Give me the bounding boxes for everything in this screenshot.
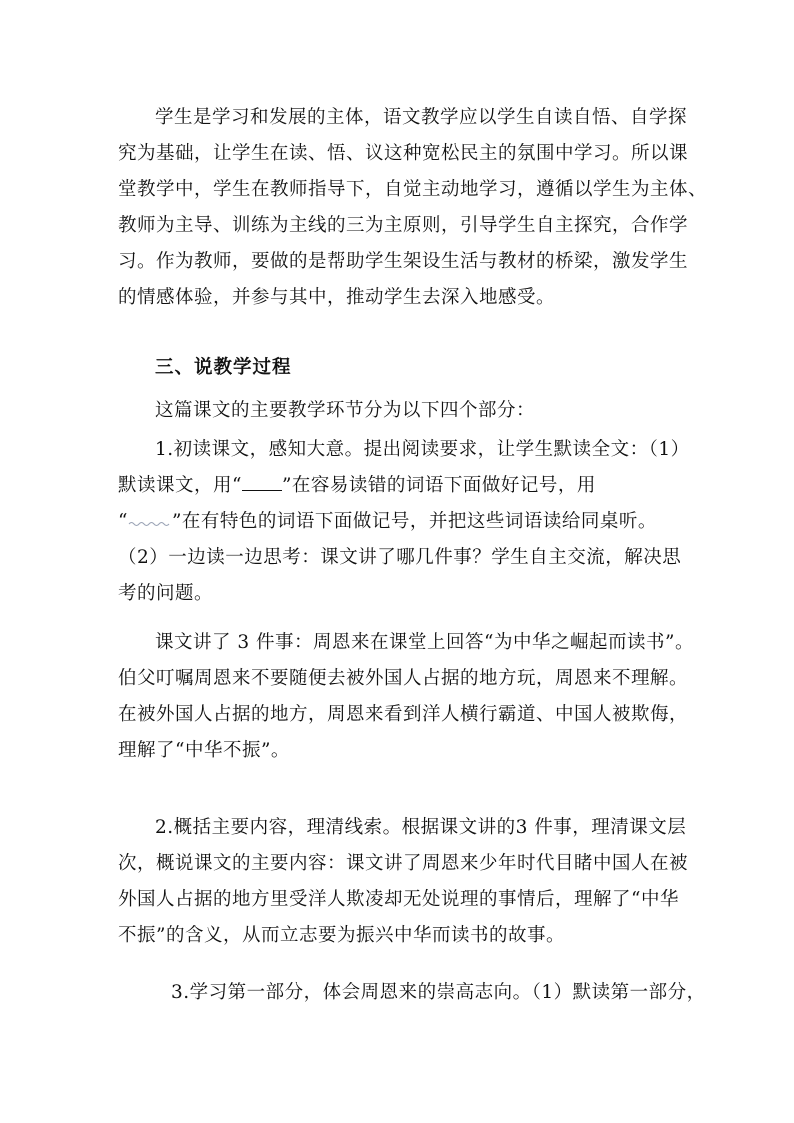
text-line: 这篇课文的主要教学环节分为以下四个部分：: [155, 400, 536, 421]
text-line: 学生是学习和发展的主体，语文教学应以学生自读自悟、自学探: [155, 107, 688, 128]
text-line: 3.学习第一部分，体会周恩来的崇高志向。（1）默读第一部分，: [171, 982, 706, 1003]
text-line: 2.概括主要内容，理清线索。根据课文讲的3 件事，理清课文层: [155, 817, 687, 838]
text-fragment: ”在容易读错的词语下面做好记号，用: [281, 475, 596, 496]
paragraph-three-events: [118, 625, 694, 769]
text-line: [118, 504, 678, 540]
paragraph-teaching-philosophy: [118, 100, 708, 316]
text-line: 外国人占据的地方里受洋人欺凌却无处说理的事情后，理解了“中华: [118, 889, 679, 910]
paragraph-intro: [118, 393, 678, 429]
text-line: 究为基础，让学生在读、悟、议这种宽松民主的氛围中学习。所以课: [118, 143, 689, 164]
text-line: 在被外国人占据的地方，周恩来看到洋人横行霸道、中国人被欺侮，: [118, 704, 689, 725]
text-line: 课文讲了 3 件事：周恩来在课堂上回答“为中华之崛起而读书”。: [155, 632, 694, 653]
text-line: （2）一边读一边思考：课文讲了哪几件事？学生自主交流，解决思: [118, 547, 682, 568]
paragraph-step-2: [118, 810, 689, 954]
paragraph-step-3: [118, 975, 706, 1011]
text-line: 伯父叮嘱周恩来不要随便去被外国人占据的地方玩，周恩来不理解。: [118, 668, 689, 689]
text-fragment: ”在有特色的词语下面做记号，并把这些词语读给同桌听。: [171, 511, 657, 532]
text-line: 理解了“中华不振”。: [118, 740, 290, 761]
text-line: 习。作为教师，要做的是帮助学生架设生活与教材的桥梁，激发学生: [118, 251, 689, 272]
text-fragment: 默读课文，用“: [118, 475, 242, 496]
wavy-underline-mark: [128, 504, 172, 518]
text-line: 堂教学中，学生在教师指导下，自觉主动地学习，遵循以学生为主体、: [118, 179, 708, 200]
section-heading: 三、说教学过程: [155, 357, 292, 378]
text-line: 1.初读课文，感知大意。提出阅读要求，让学生默读全文：（1）: [155, 439, 690, 460]
text-line: 教师为主导、训练为主线的三为主原则，引导学生自主探究，合作学: [118, 215, 689, 236]
text-fragment: “: [118, 511, 128, 532]
text-line: 考的问题。: [118, 583, 214, 604]
text-line: 次，概说课文的主要内容：课文讲了周恩来少年时代目睹中国人在被: [118, 853, 689, 874]
paragraph-step-1: [118, 432, 690, 612]
text-line: [118, 468, 678, 504]
text-line: 不振”的含义，从而立志要为振兴中华而读书的故事。: [118, 925, 565, 946]
text-line: 的情感体验，并参与其中，推动学生去深入地感受。: [118, 287, 556, 308]
straight-underline-mark: [242, 476, 282, 491]
